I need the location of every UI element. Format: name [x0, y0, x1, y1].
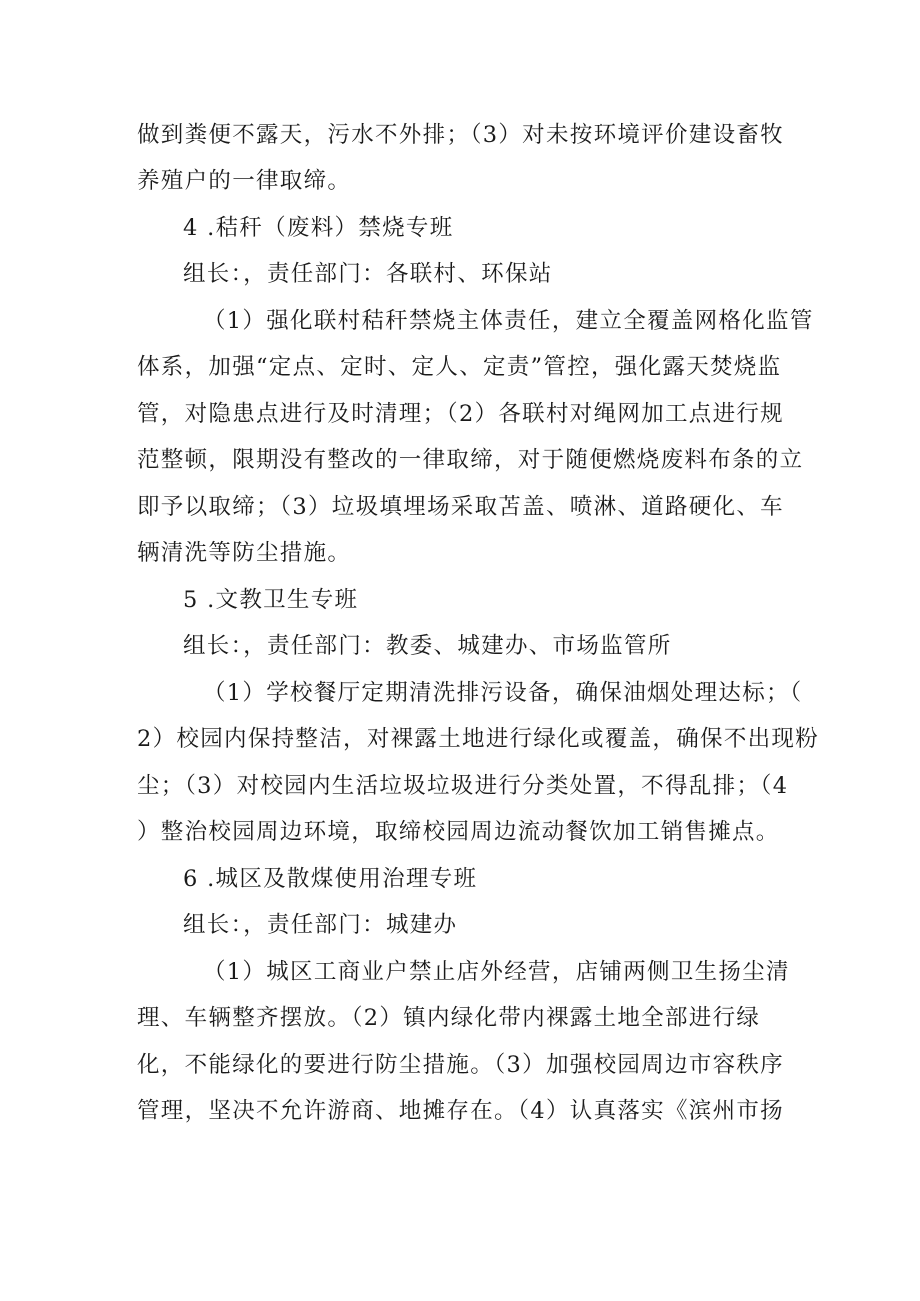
team-leader-line: 组长：，责任部门：教委、城建办、市场监管所 [183, 633, 672, 659]
paragraph-line: ）整治校园周边环境，取缔校园周边流动餐饮加工销售摊点。 [137, 819, 780, 845]
paragraph-line: 做到粪便不露天，污水不外排；（3）对未按环境评价建设畜牧 [137, 122, 784, 148]
section-heading: 4 .秸秆（废料）禁烧专班 [183, 215, 454, 241]
paragraph-line: 2）校园内保持整洁，对裸露土地进行绿化或覆盖，确保不出现粉 [137, 726, 820, 752]
section-heading: 6 .城区及散煤使用治理专班 [183, 866, 478, 892]
paragraph-line: （1）强化联村秸秆禁烧主体责任，建立全覆盖网格化监管 [203, 308, 814, 334]
paragraph-line: （1）学校餐厅定期清洗排污设备，确保油烟处理达标；（ [203, 680, 803, 706]
paragraph-line: 即予以取缔；（3）垃圾填埋场采取苫盖、喷淋、道路硬化、车 [137, 494, 784, 520]
paragraph-line: 体系，加强“定点、定时、定人、定责”管控，强化露天焚烧监 [137, 354, 782, 380]
paragraph-line: 尘；（3）对校园内生活垃圾垃圾进行分类处置，不得乱排；（4 [137, 773, 789, 799]
team-leader-line: 组长：，责任部门：城建办 [183, 912, 458, 938]
team-leader-line: 组长：，责任部门：各联村、环保站 [183, 261, 553, 287]
paragraph-line: 养殖户的一律取缔。 [137, 168, 352, 194]
paragraph-line: 管理，坚决不允许游商、地摊存在。（4）认真落实《滨州市扬 [137, 1098, 784, 1124]
paragraph-line: 辆清洗等防尘措施。 [137, 540, 352, 566]
paragraph-line: 范整顿，限期没有整改的一律取缔，对于随便燃烧废料布条的立 [137, 447, 804, 473]
section-heading: 5 .文教卫生专班 [183, 587, 359, 613]
paragraph-line: 管，对隐患点进行及时清理；（2）各联村对绳网加工点进行规 [137, 401, 784, 427]
paragraph-line: （1）城区工商业户禁止店外经营，店铺两侧卫生扬尘清 [203, 959, 790, 985]
paragraph-line: 化，不能绿化的要进行防尘措施。（3）加强校园周边市容秩序 [137, 1052, 784, 1078]
paragraph-line: 理、车辆整齐摆放。（2）镇内绿化带内裸露土地全部进行绿 [137, 1005, 761, 1031]
